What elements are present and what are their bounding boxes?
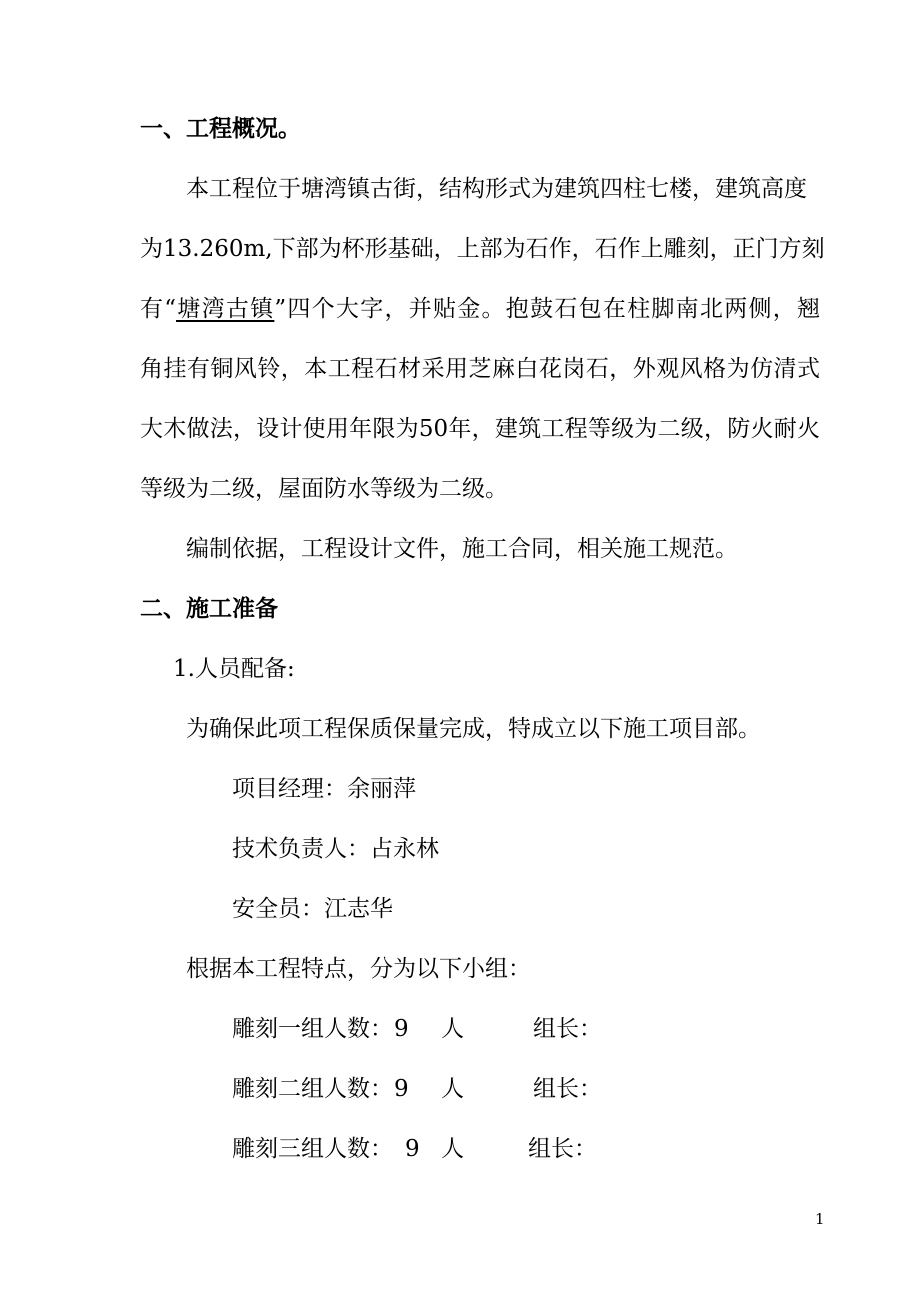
paragraph-line — [140, 294, 820, 324]
subheading-personnel: 1.人员配备: — [173, 656, 295, 682]
text-span: ”四个大字，并贴金。抱鼓石包在柱脚南北两侧，翘 — [274, 296, 821, 322]
group-count: 9 — [405, 1136, 420, 1162]
paragraph-line: 大木做法，设计使用年限为50年，建筑工程等级为二级，防火耐火 — [140, 416, 820, 442]
group-count: 9 — [394, 1016, 409, 1042]
staff-line: 项目经理：余丽萍 — [232, 776, 416, 802]
paragraph-basis: 编制依据，工程设计文件，施工合同，相关施工规范。 — [186, 536, 738, 562]
section2-heading: 二、施工准备 — [140, 595, 278, 622]
paragraph-intro: 为确保此项工程保质保量完成，特成立以下施工项目部。 — [186, 716, 761, 742]
staff-line: 安全员：江志华 — [232, 896, 393, 922]
group-count: 9 — [394, 1076, 409, 1102]
group-unit: 人 — [441, 1016, 464, 1042]
group-leader: 组长： — [528, 1136, 597, 1162]
paragraph-line: 等级为二级，屋面防水等级为二级。 — [140, 476, 508, 502]
page-number: 1 — [815, 1210, 825, 1228]
paragraph-line: 为13.260m,下部为杯形基础，上部为石作，石作上雕刻，正门方刻 — [140, 236, 825, 262]
staff-line: 技术负责人：占永林 — [232, 836, 439, 862]
paragraph-line: 角挂有铜风铃，本工程石材采用芝麻白花岗石，外观风格为仿清式 — [140, 356, 820, 382]
group-leader: 组长： — [533, 1016, 602, 1042]
paragraph-line: 本工程位于塘湾镇古街，结构形式为建筑四柱七楼，建筑高度 — [186, 176, 807, 202]
groups-intro: 根据本工程特点，分为以下小组： — [186, 956, 531, 982]
group-name: 雕刻二组人数： — [232, 1076, 393, 1102]
group-unit: 人 — [441, 1136, 464, 1162]
group-unit: 人 — [441, 1076, 464, 1102]
group-name: 雕刻一组人数： — [232, 1016, 393, 1042]
section1-heading: 一、工程概况。 — [140, 115, 301, 142]
group-leader: 组长： — [533, 1076, 602, 1102]
text-span: 有“ — [140, 296, 177, 322]
group-name: 雕刻三组人数： — [232, 1136, 393, 1162]
underlined-name: 塘湾古镇 — [176, 296, 275, 322]
